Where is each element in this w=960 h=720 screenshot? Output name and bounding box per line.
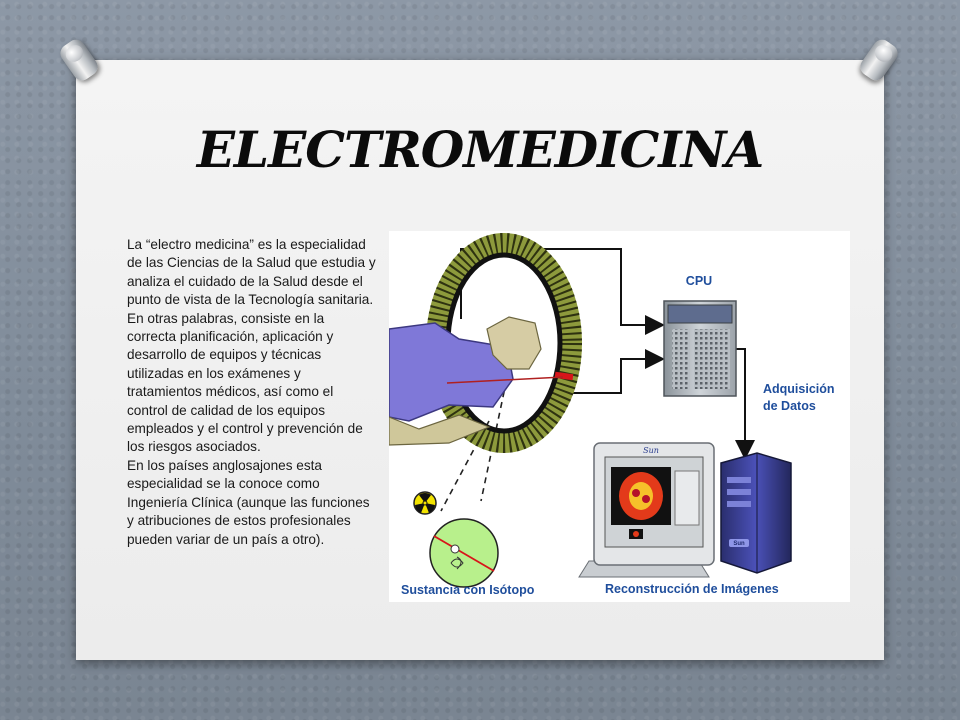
paragraph-other-words: En otras palabras, consiste en la correcta planificación, aplicación y desarrollo de equipos y técnicas utilizadas en los exámenes y tratamientos médicos, así como el control de calidad de los equipos empleados y el control y prevención de los riesgos asociados. <box>127 310 363 455</box>
reconstruction-label: Reconstrucción de Imágenes <box>605 582 779 596</box>
acquisition-label-line2: de Datos <box>763 399 816 413</box>
pet-scan-svg <box>389 231 850 602</box>
isotope-inset <box>414 492 498 587</box>
monitor <box>579 443 714 577</box>
server-brand-text: Sun <box>733 541 745 547</box>
cpu-label: CPU <box>685 274 713 288</box>
monitor-brand-text: Sun <box>643 446 659 455</box>
acquisition-label-line1: Adquisición <box>763 382 835 396</box>
paragraph-anglosaxon: En los países anglosajones esta especialidad se la conoce como Ingeniería Clínica (aunque las funciones y atribuciones de estos profesionales pueden variar de un país a otro). <box>127 457 370 547</box>
substance-label: Sustancia con Isótopo <box>401 583 535 597</box>
pet-scan-diagram <box>389 231 850 602</box>
server-tower <box>721 453 791 573</box>
slide-title: ELECTROMEDICINA <box>196 120 764 179</box>
cpu-tower <box>664 301 736 396</box>
slide-body <box>127 236 377 549</box>
paragraph-definition: La “electro medicina” es la especialidad de las Ciencias de la Salud que estudia y analiza el cuidado de la Salud desde el punto de vista de la Tecnología sanitaria. <box>127 237 376 308</box>
